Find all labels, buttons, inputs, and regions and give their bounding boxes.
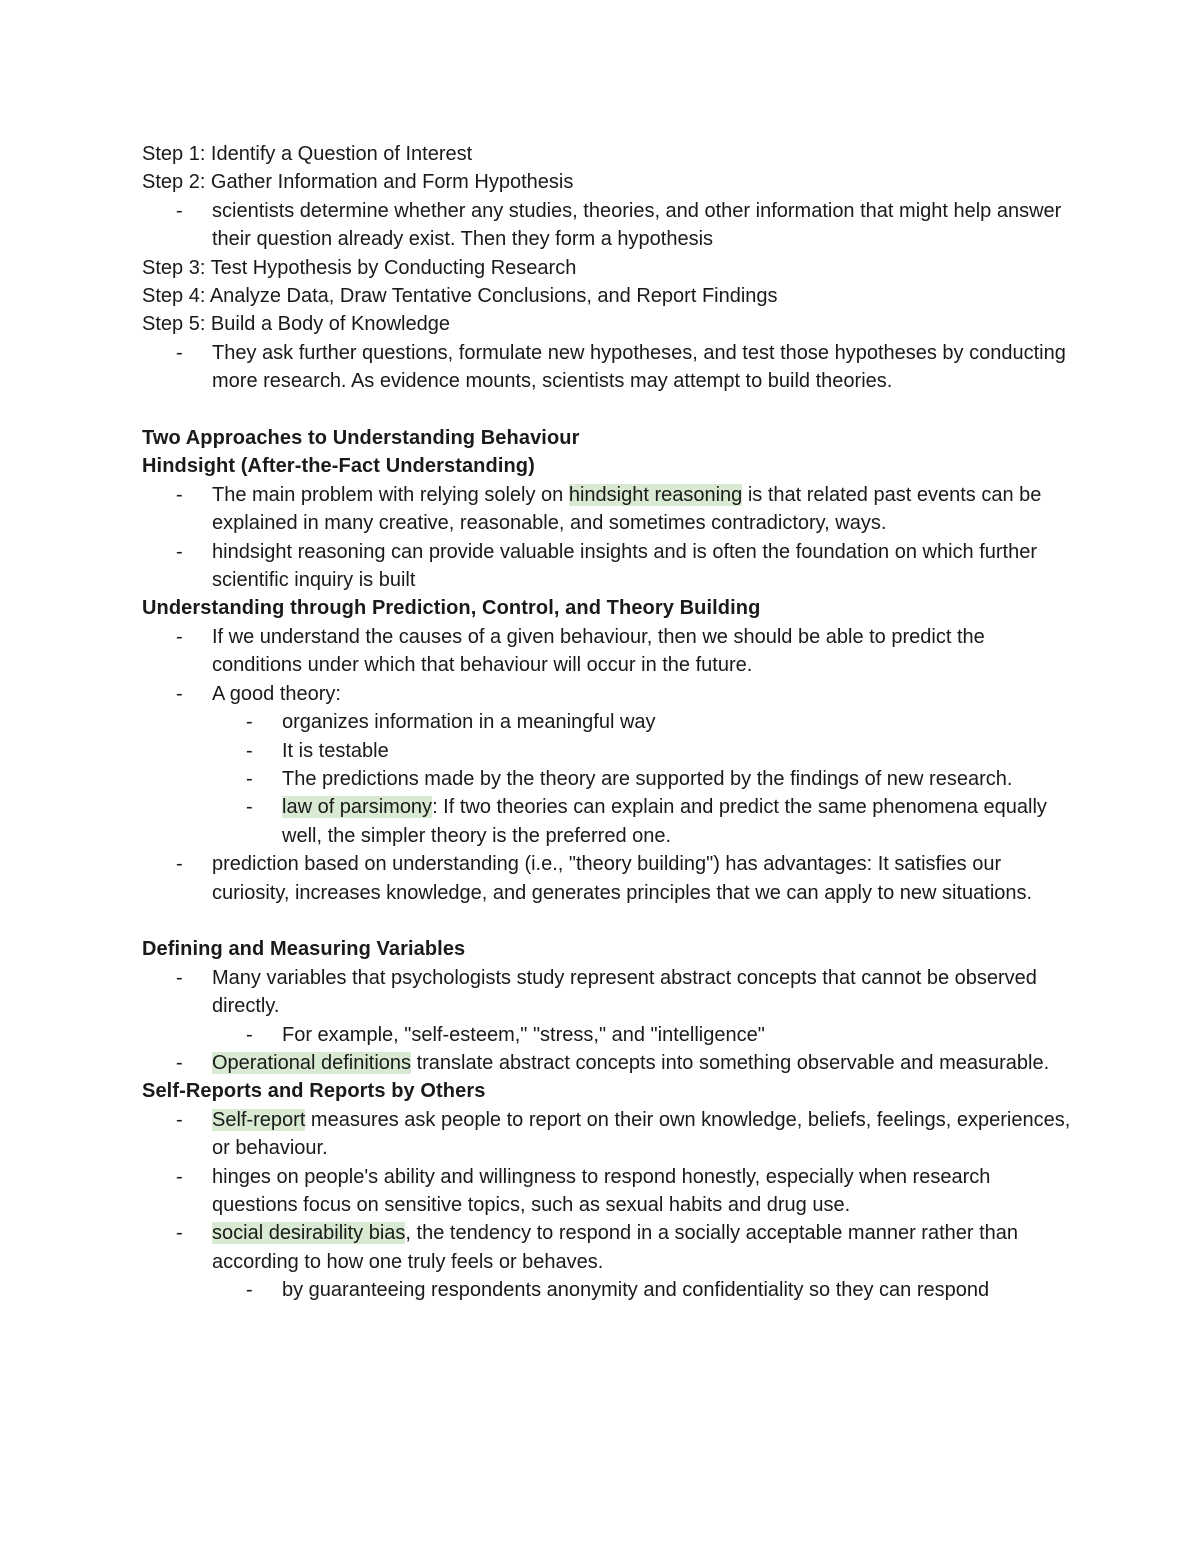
highlighted-term: hindsight reasoning	[568, 483, 743, 506]
prediction-heading: Understanding through Prediction, Control, and Theory Building	[142, 597, 761, 620]
step-1: Step 1: Identify a Question of Interest	[142, 143, 473, 165]
variables-b1: Many variables that psychologists study represent abstract concepts that cannot be observed directly.	[212, 966, 1037, 1018]
list-item	[142, 538, 1072, 595]
step-5-bullet-text: They ask further questions, formulate new hypotheses, and test those hypotheses by conducting more research. As evidence mounts, scientists may attempt to build theories.	[212, 341, 1066, 393]
variables-heading: Defining and Measuring Variables	[142, 938, 466, 961]
highlighted-term: social desirability bias	[212, 1222, 406, 1245]
variables-b1-sub: For example, "self-esteem," "stress," and "intelligence"	[282, 1023, 765, 1046]
dash-bullet: -	[176, 1165, 183, 1188]
dash-bullet: -	[176, 341, 183, 364]
dash-bullet: -	[176, 199, 183, 222]
blank-line	[142, 396, 1072, 424]
variables-sublist	[212, 1021, 1072, 1049]
hindsight-b1-post: is that related past events can be explained in many creative, reasonable, and sometimes contradictory, ways.	[212, 483, 1042, 535]
dash-bullet: -	[246, 767, 253, 790]
variables-b2-post: translate abstract concepts into something observable and measurable.	[411, 1051, 1050, 1074]
step-2-list	[142, 197, 1072, 254]
approaches-heading: Two Approaches to Understanding Behaviour	[142, 427, 580, 450]
dash-bullet: -	[176, 483, 183, 506]
dash-bullet: -	[176, 1222, 183, 1245]
theory-sub2: It is testable	[282, 739, 389, 762]
list-item	[142, 339, 1072, 396]
step-2-bullet-text: scientists determine whether any studies, theories, and other information that might help answer their question already exist. Then they form a hypothesis	[212, 199, 1062, 251]
list-item	[142, 1163, 1072, 1220]
hindsight-heading: Hindsight (After-the-Fact Understanding)	[142, 455, 535, 478]
list-item	[212, 765, 1072, 793]
dash-bullet: -	[176, 540, 183, 563]
dash-bullet: -	[246, 739, 253, 762]
hindsight-list	[142, 481, 1072, 595]
dash-bullet: -	[176, 625, 183, 648]
dash-bullet: -	[176, 1108, 183, 1131]
selfreports-heading: Self-Reports and Reports by Others	[142, 1080, 486, 1103]
dash-bullet: -	[176, 966, 183, 989]
list-item	[142, 481, 1072, 538]
list-item	[212, 1021, 1072, 1049]
list-item	[212, 737, 1072, 765]
prediction-list	[142, 623, 1072, 907]
theory-sub4-post: : If two theories can explain and predict the same phenomena equally well, the simpler theory is the preferred one.	[282, 796, 1047, 847]
dash-bullet: -	[246, 1023, 253, 1046]
step-2: Step 2: Gather Information and Form Hypothesis	[142, 171, 574, 194]
list-item	[212, 793, 1072, 850]
step-4: Step 4: Analyze Data, Draw Tentative Conclusions, and Report Findings	[142, 285, 778, 308]
list-item	[142, 964, 1072, 1049]
selfreports-b1-post: measures ask people to report on their own knowledge, beliefs, feelings, experiences, or behaviour.	[212, 1108, 1071, 1160]
list-item	[142, 1106, 1072, 1163]
prediction-b2: A good theory:	[212, 682, 341, 705]
dash-bullet: -	[246, 796, 253, 819]
list-item	[212, 708, 1072, 736]
selfreports-list	[142, 1106, 1072, 1305]
step-5: Step 5: Build a Body of Knowledge	[142, 313, 450, 336]
step-5-list	[142, 339, 1072, 396]
document-body	[142, 140, 1072, 1305]
dash-bullet: -	[246, 1279, 253, 1302]
dash-bullet: -	[176, 853, 183, 876]
list-item	[142, 1049, 1072, 1077]
theory-sublist	[212, 708, 1072, 850]
prediction-b3: prediction based on understanding (i.e., "theory building") has advantages: It satisfies our curiosity, increases knowledge, and generates principles that we can apply to new situations.	[212, 853, 1033, 904]
blank-line	[142, 907, 1072, 935]
list-item	[142, 850, 1072, 907]
list-item	[142, 1219, 1072, 1304]
step-3: Step 3: Test Hypothesis by Conducting Research	[142, 256, 577, 279]
selfreports-b3-sub: by guaranteeing respondents anonymity and confidentiality so they can respond	[282, 1279, 990, 1302]
list-item	[212, 1276, 1072, 1304]
highlighted-term: Self-report	[212, 1108, 306, 1131]
variables-list	[142, 964, 1072, 1078]
theory-sub3: The predictions made by the theory are supported by the findings of new research.	[282, 767, 1013, 790]
list-item	[142, 197, 1072, 254]
highlighted-term: Operational definitions	[212, 1051, 412, 1074]
selfreports-b2: hinges on people's ability and willingness to respond honestly, especially when research questions focus on sensitive topics, such as sexual habits and drug use.	[212, 1165, 991, 1216]
selfreports-b3-post: , the tendency to respond in a socially acceptable manner rather than according to how one truly feels or behaves.	[212, 1222, 1019, 1273]
theory-sub1: organizes information in a meaningful way	[282, 711, 656, 734]
hindsight-b1-pre: The main problem with relying solely on	[212, 483, 569, 506]
prediction-b1: If we understand the causes of a given behaviour, then we should be able to predict the conditions under which that behaviour will occur in the future.	[212, 625, 985, 677]
list-item	[142, 680, 1072, 850]
dash-bullet: -	[176, 682, 183, 705]
hindsight-b2: hindsight reasoning can provide valuable insights and is often the foundation on which further scientific inquiry is built	[212, 540, 1037, 592]
list-item	[142, 623, 1072, 680]
highlighted-term: law of parsimony	[282, 796, 433, 819]
selfreports-sublist	[212, 1276, 1072, 1304]
dash-bullet: -	[246, 711, 253, 734]
dash-bullet: -	[176, 1051, 183, 1074]
